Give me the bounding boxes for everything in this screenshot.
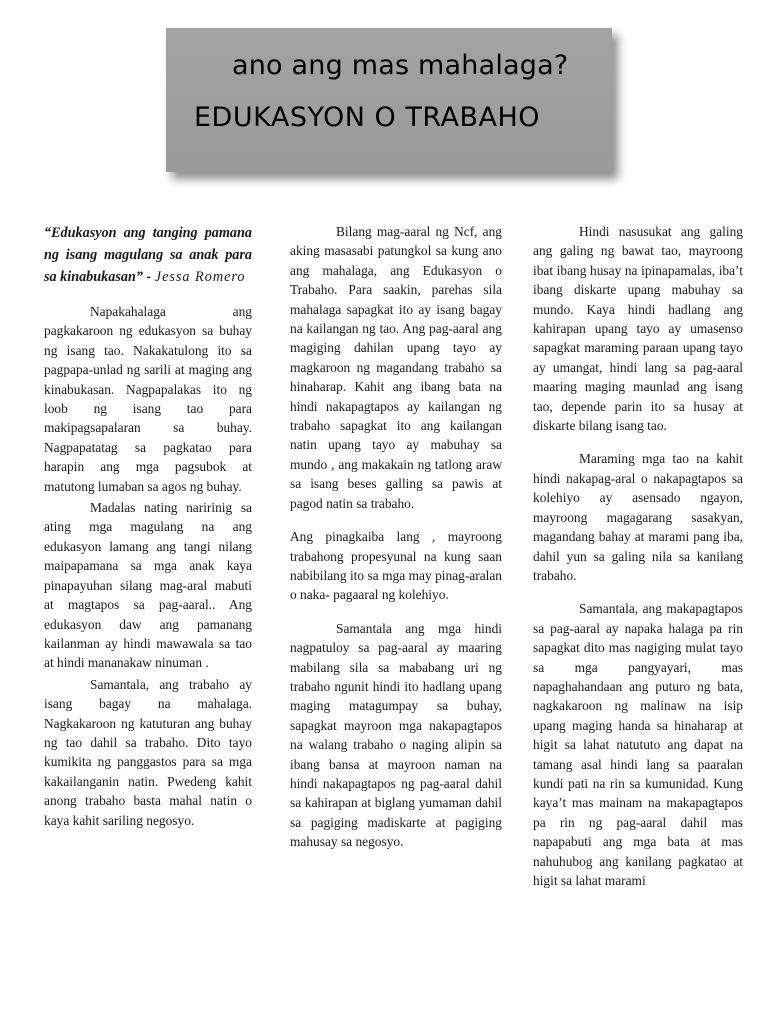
paragraph: Ang pinagkaiba lang , mayroong trabahong propesyunal na kung saan nabibilang ito sa mga may pinag-aralan o naka- pagaaral ng kolehiyo. [290, 529, 502, 603]
paragraph: Samantala, ang makapagtapos sa pag-aaral ay napaka halaga pa rin sapagkat dito mas nagiging mulat tayo sa mga pangyayari, mas napaghahandaan ang puturo ng bata, nagkakaroon ng malinaw na isip upang maging handa sa hinaharap at higit sa lahat natututo ang dapat na tamang asal hindi lang sa paaralan kundi pati na rin sa kumunidad. Kung kaya’t mas mainam na makapagtapos pa rin ng pag-aaral dahil mas napapabuti ang mga bata at mas nahuhubog ang kanilang pagkatao at higit sa lahat marami [533, 601, 743, 888]
quote-text: “Edukasyon ang tanging pamana ng isang magulang sa anak para sa kinabukasan” - [44, 225, 252, 285]
column-2 [290, 222, 502, 934]
paragraph: Napakahalaga ang pagkakaroon ng edukasyon sa buhay ng isang tao. Nakakatulong ito sa pagpapa-unlad ng sarili at maging ang kinabukasan. Nagpapalakas ito ng loob ng isang tao para makipagsapalaran sa buhay. Nagpapatatag sa pagkatao para harapin ang mga pagsubok at matutong lumaban sa agos ng buhay. [44, 304, 252, 494]
paragraph: Hindi nasusukat ang galing ang galing ng bawat tao, mayroong ibat ibang husay na ipinapamalas, iba’t ibang diskarte upang mabuhay sa mundo. Kaya hindi hadlang ang kahirapan upang tayo ay umasenso sapagkat maraming paraan upang tayo ay umangat, hindi lang sa pag-aaral maaring maging maunlad ang isang tao, depende parin ito sa husay at diskarte bilang isang tao. [533, 224, 743, 434]
paragraph: Samantala ang mga hindi nagpatuloy sa pag-aaral ay maaring mabilang sila sa mababang uri ng trabaho ngunit hindi ito hadlang upang maging matagumpay sa buhay, sapagkat mayroon mga nakapagtapos na walang trabaho o naging alipin sa ibang bansa at mayroon naman na hindi nakapagtapos ng pag-aaral dahil sa kahirapan at biglang yumaman dahil sa pagiging madiskarte at pagiging mahusay sa negosyo. [290, 620, 502, 850]
column-3 [533, 222, 743, 960]
paragraph: Samantala, ang trabaho ay isang bagay na mahalaga. Nagkakaroon ng katuturan ang buhay ng tao dahil sa trabaho. Dito tayo kumikita ng panggastos para sa mga kakailanganin natin. Pwedeng kahit anong trabaho basta mahal natin o kaya kahit sariling negosyo. [44, 676, 252, 828]
column-1 [44, 222, 252, 948]
banner-question: ano ang mas mahalaga? [232, 50, 569, 81]
paragraph: Madalas nating naririnig sa ating mga magulang na ang edukasyon lamang ang tangi nilang maipapamana sa mga anak kaya pinapayuhan silang mag-aral mabuti at magtapos sa pag-aaral.. Ang edukasyon daw ang pamanang kailanman ay hindi mawawala sa tao at hindi mananakaw ninuman . [44, 500, 252, 671]
banner-title: EDUKASYON O TRABAHO [194, 102, 541, 133]
title-banner [166, 28, 612, 172]
opening-quote [44, 222, 252, 288]
quote-author: Jessa Romero [154, 269, 246, 285]
paragraph: Maraming mga tao na kahit hindi nakapag-aral o nakapagtapos sa kolehiyo ay asensado ngayon, mayroong magagarang sasakyan, magandang bahay at marami pang iba, dahil yun sa galing nila sa kanilang trabaho. [533, 451, 743, 583]
paragraph: Bilang mag-aaral ng Ncf, ang aking masasabi patungkol sa kung ano ang mahalaga, ang Edukasyon o Trabaho. Para saakin, parehas sila mahalaga sapagkat ito ay isang bagay na kailangan ng tao. Ang pag-aaral ang magiging dahilan upang tayo ay magkaroon ng magandang trabaho sa hinaharap. Kahit ang ibang bata na hindi nakapagtapos ay kailangan ng trabaho sapagkat ito ang kailangan natin upang tayo ay mabuhay sa mundo , ang makakain ng tatlong araw sa isang beses galling sa pawis at pagod natin sa trabaho. [290, 224, 502, 511]
